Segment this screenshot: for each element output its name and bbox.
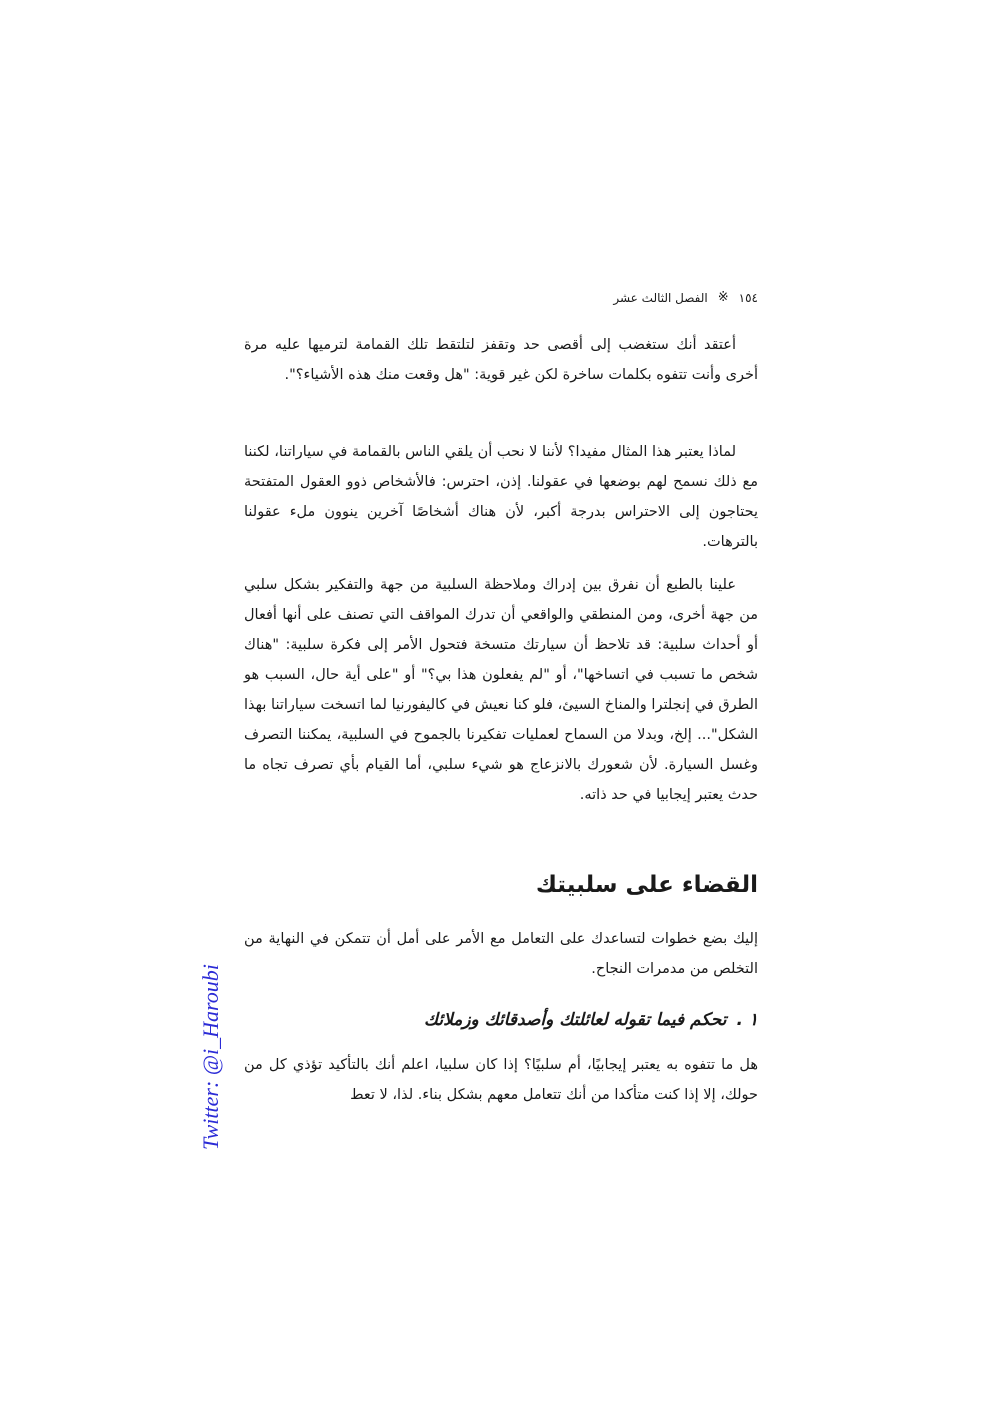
ornament-icon: ※ [717,290,729,305]
section-intro: إليك بضع خطوات لتساعدك على التعامل مع الأمر على أمل أن تتمكن في النهاية من التخلص من مدمرات النجاح. [244,931,758,977]
paragraph-1: أعتقد أنك ستغضب إلى أقصى حد وتقفز لتلتقط تلك القمامة لترميها عليه مرة أخرى وأنت تتفوه بكلمات ساخرة لكن غير قوية: "هل وقعت منك هذه الأشياء؟". [244,337,758,383]
subsection-number: ١ . [736,1010,758,1030]
subsection-body: هل ما تتفوه به يعتبر إيجابيًا، أم سلبيًا؟ إذا كان سلبيا، اعلم أنك بالتأكيد تؤذي كل من حولك، إلا إذا كنت متأكدا من أنك تتعامل معهم بشكل بناء. لذا، لا تعط [244,1057,758,1103]
section-title: القضاء على سلبيتك [535,872,758,898]
paragraph-2: لماذا يعتبر هذا المثال مفيدا؟ لأننا لا نحب أن يلقي الناس بالقمامة في سياراتنا، لكننا مع ذلك نسمح لهم بوضعها في عقولنا. إذن، احترس: فالأشخاص ذوو العقول المتفتحة يحتاجون إلى الاحتراس بدرجة أكبر، لأن هناك أشخاصًا آخرين ينوون ملء عقولنا بالترهات. [244,444,758,550]
page-number: ١٥٤ [738,290,758,305]
subsection-label: تحكم فيما تقوله لعائلتك وأصدقائك وزملائك [424,1010,727,1030]
running-header [613,290,758,305]
chapter-title: الفصل الثالث عشر [613,290,708,305]
twitter-watermark: Twitter: @i_Haroubi [198,964,223,1150]
subsection-title [424,1010,758,1030]
paragraph-3: علينا بالطبع أن نفرق بين إدراك وملاحظة السلبية من جهة والتفكير بشكل سلبي من جهة أخرى، ومن المنطقي والواقعي أن تدرك المواقف التي تصنف على أنها أفعال أو أحداث سلبية: قد تلاحظ أن سيارتك متسخة فتحول الأمر إلى فكرة سلبية: "هناك شخص ما تسبب في اتساخها"، أو "لم يفعلون هذا بي؟" أو "على أية حال، السبب هو الطرق في إنجلترا والمناخ السيئ، فلو كنا نعيش في كاليفورنيا لما اتسخت سياراتنا بهذا الشكل"... إلخ، وبدلا من السماح لعمليات تفكيرنا بالجموح في السلبية، يمكننا التصرف وغسل السيارة. لأن شعورك بالانزعاج هو شيء سلبي، أما القيام بأي تصرف تجاه ما حدث يعتبر إيجابيا في حد ذاته. [244,577,758,803]
